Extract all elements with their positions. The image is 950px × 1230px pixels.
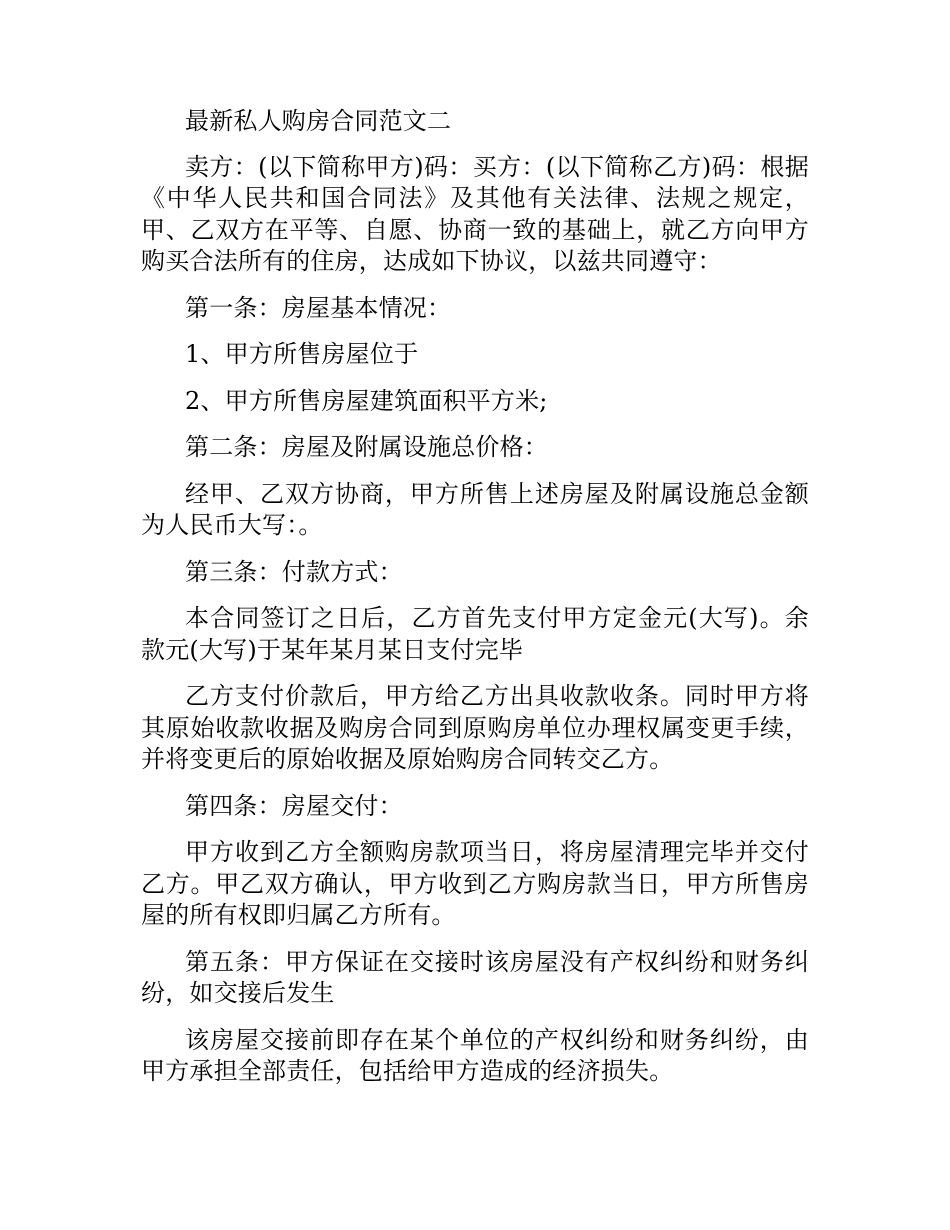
document-page [141,106,809,1103]
article-5-heading: 第五条：甲方保证在交接时该房屋没有产权纠纷和财务纠纷，如交接后发生 [141,947,809,1007]
article-1-item-1: 1、甲方所售房屋位于 [185,340,419,368]
article-4-body: 甲方收到乙方全额购房款项当日，将房屋清理完毕并交付乙方。甲乙双方确认，甲方收到乙方购房款当日，甲方所售房屋的所有权即归属乙方所有。 [141,838,809,929]
article-5-body: 该房屋交接前即存在某个单位的产权纠纷和财务纠纷，由甲方承担全部责任，包括给甲方造成的经济损失。 [141,1025,809,1085]
article-3-body-1: 本合同签订之日后，乙方首先支付甲方定金元(大写)。余款元(大写)于某年某月某日支付完毕 [141,604,809,664]
document-title: 最新私人购房合同范文二 [185,107,452,135]
article-2-body: 经甲、乙双方协商，甲方所售上述房屋及附属设施总金额为人民币大写：。 [141,479,809,539]
article-1-heading: 第一条：房屋基本情况： [185,293,452,322]
article-1-item-2: 2、甲方所售房屋建筑面积平方米; [185,386,548,415]
article-2-heading: 第二条：房屋及附属设施总价格： [185,433,548,461]
paragraph-preamble: 卖方：(以下简称甲方)码：买方：(以下简称乙方)码：根据《中华人民共和国合同法》及其他有关法律、法规之规定，甲、乙双方在平等、自愿、协商一致的基础上，就乙方向甲方购买合法所有的住房，达成如下协议，以兹共同遵守： [141,152,809,275]
article-3-body-2: 乙方支付价款后，甲方给乙方出具收款收条。同时甲方将其原始收款收据及购房合同到原购房单位办理权属变更手续，并将变更后的原始收据及原始购房合同转交乙方。 [141,682,809,773]
article-4-heading: 第四条：房屋交付： [185,791,403,820]
article-3-heading: 第三条：付款方式： [185,557,403,586]
